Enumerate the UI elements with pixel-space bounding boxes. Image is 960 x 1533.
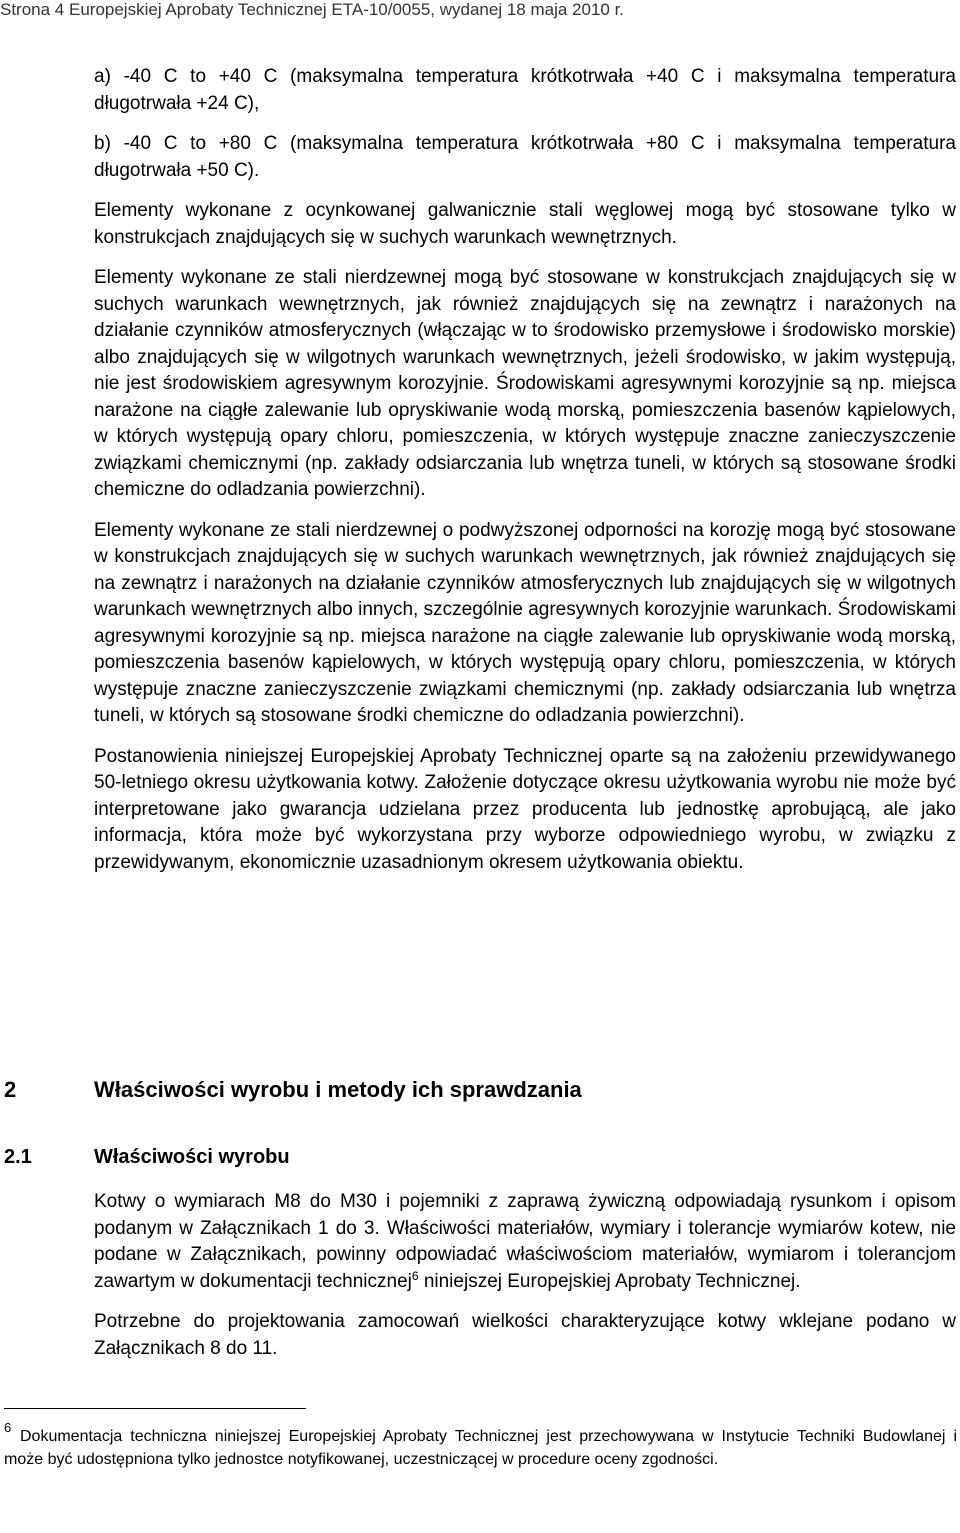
stainless-steel-paragraph: Elementy wykonane ze stali nierdzewnej mogą być stosowane w konstrukcjach znajdujących się w suchych warunkach wewnętrznych, jak również znajdujących się na zewnątrz i narażonych na działanie czynników atmosferycznych (włączając w to środowisko przemysłowe i środowisko morskie) albo znajdujących się w wilgotnych warunkach wewnętrznych, jeżeli środowisko, w jakim występują, nie jest środowiskiem agresywnym korozyjnie. Środowiskami agresywnymi korozyjnie są np. miejsca narażone na ciągłe zalewanie lub opryskiwanie wodą morską, pomieszczenia basenów kąpielowych, w których występują opary chloru, pomieszczenia, w których występuje znaczne zanieczyszczenie związkami chemicznymi (np. zakłady odsiarczania lub wnętrza tuneli, w których są stosowane środki chemiczne do odladzania powierzchni).: [94, 267, 956, 500]
high-corrosion-steel-paragraph: Elementy wykonane ze stali nierdzewnej o podwyższonej odporności na korozję mogą być stosowane w konstrukcjach znajdujących się w suchych warunkach wewnętrznych, jak również znajdujących się na zewnątrz i narażonych na działanie czynników atmosferycznych lub znajdujących się w wilgotnych warunkach wewnętrznych albo innych, szczególnie agresywnych korozyjnie warunkach. Środowiskami agresywnymi korozyjnie są np. miejsca narażone na ciągłe zalewanie lub opryskiwanie wodą morską, pomieszczenia basenów kąpielowych, w których występują opary chloru, pomieszczenia, w których występuje znaczne zanieczyszczenie związkami chemicznymi (np. zakłady odsiarczania lub wnętrza tuneli, w których są stosowane środki chemiczne do odladzania powierzchni).: [94, 519, 956, 726]
section-2-1-title: Właściwości wyrobu: [94, 1146, 290, 1168]
footnote: 6Dokumentacja techniczna niniejszej Europejskiej Aprobaty Technicznej jest przechowywana w Instytucie Techniki Budowlanej i może być udostępniona tylko jednostce notyfikowanej, uczestniczącej w procedure oceny zgodności.: [4, 1420, 957, 1468]
section-2-1-body: [94, 1189, 956, 1362]
section-2-1-heading: [4, 1145, 290, 1169]
footnote-text: Dokumentacja techniczna niniejszej Europejskiej Aprobaty Technicznej jest przechowywana w Instytucie Techniki Budowlanej i może być udostępniona tylko jednostce notyfikowanej, uczestniczącej w procedure oceny zgodności.: [4, 1428, 957, 1468]
footnote-separator: [4, 1408, 306, 1409]
temperature-range-a: a) -40 C to +40 C (maksymalna temperatura krótkotrwała +40 C i maksymalna temperatura długotrwała +24 C),: [94, 66, 956, 114]
temperature-range-list: [94, 64, 956, 876]
page-header: Strona 4 Europejskiej Aprobaty Technicznej ETA-10/0055, wydanej 18 maja 2010 r.: [0, 0, 625, 19]
design-values-paragraph: Potrzebne do projektowania zamocowań wielkości charakteryzujące kotwy wklejane podano w Załącznikach 8 do 11.: [94, 1311, 956, 1359]
section-2-title: Właściwości wyrobu i metody ich sprawdzania: [94, 1077, 582, 1102]
working-life-paragraph: Postanowienia niniejszej Europejskiej Aprobaty Technicznej oparte są na założeniu przewidywanego 50-letniego okresu użytkowania kotwy. Założenie dotyczące okresu użytkowania wyrobu nie może być interpretowane jako gwarancja udzielana przez producenta lub jednostkę aprobującą, ale jako informacja, która może być wykorzystana przy wyborze odpowiedniego wyrobu, w związku z przewidywanym, ekonomicznie uzasadnionym okresem użytkowania obiektu.: [94, 745, 956, 873]
temperature-range-b: b) -40 C to +80 C (maksymalna temperatura krótkotrwała +80 C i maksymalna temperatura długotrwała +50 C).: [94, 133, 956, 181]
product-properties-text: Kotwy o wymiarach M8 do M30 i pojemniki z zaprawą żywiczną odpowiadają rysunkom i opisom podanym w Załącznikach 1 do 3. Właściwości materiałów, wymiary i tolerancje wymiarów kotew, nie podane w Załącznikach, powinny odpowiadać właściwościom materiałów, wymiarom i tolerancjom zawartym w dokumentacji technicznej: [94, 1191, 956, 1292]
product-properties-text-end: niniejszej Europejskiej Aprobaty Technicznej.: [418, 1270, 801, 1292]
section-2-1-number: 2.1: [4, 1146, 32, 1168]
galvanized-steel-paragraph: Elementy wykonane z ocynkowanej galwanicznie stali węglowej mogą być stosowane tylko w konstrukcjach znajdujących się w suchych warunkach wewnętrznych.: [94, 200, 956, 248]
footnote-reference: 6: [411, 1268, 419, 1283]
section-2-heading: [4, 1077, 582, 1103]
product-properties-paragraph: [94, 1189, 956, 1295]
section-2-number: 2: [4, 1077, 17, 1102]
